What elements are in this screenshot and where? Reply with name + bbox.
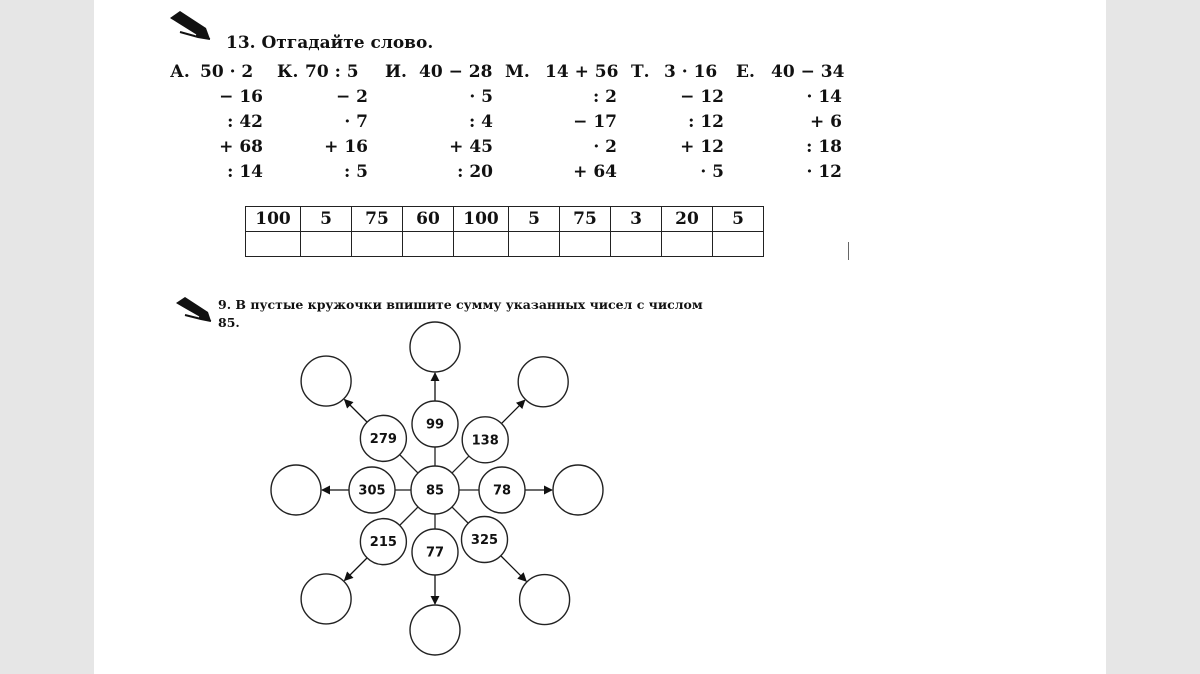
empty-answer-circle[interactable] bbox=[301, 356, 351, 406]
task9-text: 9. В пустые кружочки впишите сумму указанных чисел с числом 85. bbox=[218, 297, 703, 330]
answer-value-cell: 75 bbox=[560, 207, 611, 232]
answer-value-cell: 5 bbox=[301, 207, 352, 232]
number-label: 305 bbox=[358, 483, 386, 499]
arrow-line bbox=[501, 400, 524, 423]
chain-step: − 17 bbox=[573, 112, 617, 132]
task13-title: 13. Отгадайте слово. bbox=[226, 33, 434, 53]
chain-step: : 42 bbox=[227, 112, 263, 132]
chain-letter: Т. bbox=[631, 62, 650, 82]
chain-step: + 68 bbox=[219, 137, 263, 157]
chain-step: · 5 bbox=[700, 162, 724, 182]
answer-value-cell: 75 bbox=[352, 207, 403, 232]
number-label: 215 bbox=[369, 535, 397, 551]
chain-start-expression: 50 · 2 bbox=[200, 62, 254, 82]
chain-step: : 2 bbox=[592, 87, 617, 107]
empty-answer-circle[interactable] bbox=[520, 575, 570, 625]
center-label: 85 bbox=[425, 483, 445, 499]
chain-start-expression: 3 · 16 bbox=[664, 62, 718, 82]
chain-step: : 4 bbox=[468, 112, 493, 132]
chain-step: + 45 bbox=[449, 137, 493, 157]
answer-value-cell: 100 bbox=[454, 207, 509, 232]
spoke-line bbox=[452, 507, 468, 523]
arrow-line bbox=[344, 558, 367, 581]
empty-answer-circle[interactable] bbox=[553, 465, 603, 515]
chain-step: : 20 bbox=[457, 162, 493, 182]
chain-step: + 16 bbox=[324, 137, 368, 157]
chain-step: · 2 bbox=[593, 137, 617, 157]
chain-step: · 7 bbox=[344, 112, 368, 132]
chain-letter: А. bbox=[170, 62, 190, 82]
chain-letter: И. bbox=[385, 62, 407, 82]
empty-answer-circle[interactable] bbox=[518, 357, 568, 407]
answer-value-cell: 20 bbox=[662, 207, 713, 232]
spoke-line bbox=[452, 456, 469, 473]
answer-value-cell: 5 bbox=[509, 207, 560, 232]
chain-step: − 16 bbox=[219, 87, 263, 107]
chain-step: : 14 bbox=[227, 162, 263, 182]
chain-letter: Е. bbox=[736, 62, 755, 82]
number-label: 279 bbox=[369, 431, 397, 447]
empty-answer-circle[interactable] bbox=[410, 322, 460, 372]
answer-value-cell: 5 bbox=[713, 207, 764, 232]
empty-answer-circle[interactable] bbox=[410, 605, 460, 655]
chain-step: − 2 bbox=[336, 87, 368, 107]
chain-step: : 12 bbox=[688, 112, 724, 132]
answer-value-cell: 100 bbox=[246, 207, 301, 232]
arrow-line bbox=[501, 556, 526, 581]
number-label: 99 bbox=[425, 417, 445, 433]
chain-step: − 12 bbox=[680, 87, 724, 107]
answer-value-cell: 3 bbox=[611, 207, 662, 232]
chain-start-expression: 14 + 56 bbox=[545, 62, 619, 82]
empty-answer-circle[interactable] bbox=[301, 574, 351, 624]
chain-start-expression: 40 − 34 bbox=[771, 62, 845, 82]
empty-answer-circle[interactable] bbox=[271, 465, 321, 515]
chain-step: + 12 bbox=[680, 137, 724, 157]
answer-value-cell: 60 bbox=[403, 207, 454, 232]
chain-step: : 18 bbox=[806, 137, 842, 157]
chain-step: : 5 bbox=[343, 162, 368, 182]
number-label: 77 bbox=[425, 545, 445, 561]
chain-step: · 12 bbox=[806, 162, 842, 182]
chain-step: + 64 bbox=[573, 162, 617, 182]
number-label: 325 bbox=[470, 532, 499, 548]
arrow-line bbox=[344, 399, 367, 422]
chain-step: · 5 bbox=[469, 87, 493, 107]
chain-letter: К. bbox=[277, 62, 299, 82]
spoke-line bbox=[400, 507, 418, 525]
chain-start-expression: 70 : 5 bbox=[305, 62, 359, 82]
chain-step: · 14 bbox=[806, 87, 842, 107]
chain-start-expression: 40 − 28 bbox=[419, 62, 493, 82]
chain-step: + 6 bbox=[810, 112, 842, 132]
number-label: 78 bbox=[492, 483, 512, 499]
chain-letter: М. bbox=[505, 62, 530, 82]
number-label: 138 bbox=[471, 433, 499, 449]
spoke-line bbox=[400, 455, 418, 473]
